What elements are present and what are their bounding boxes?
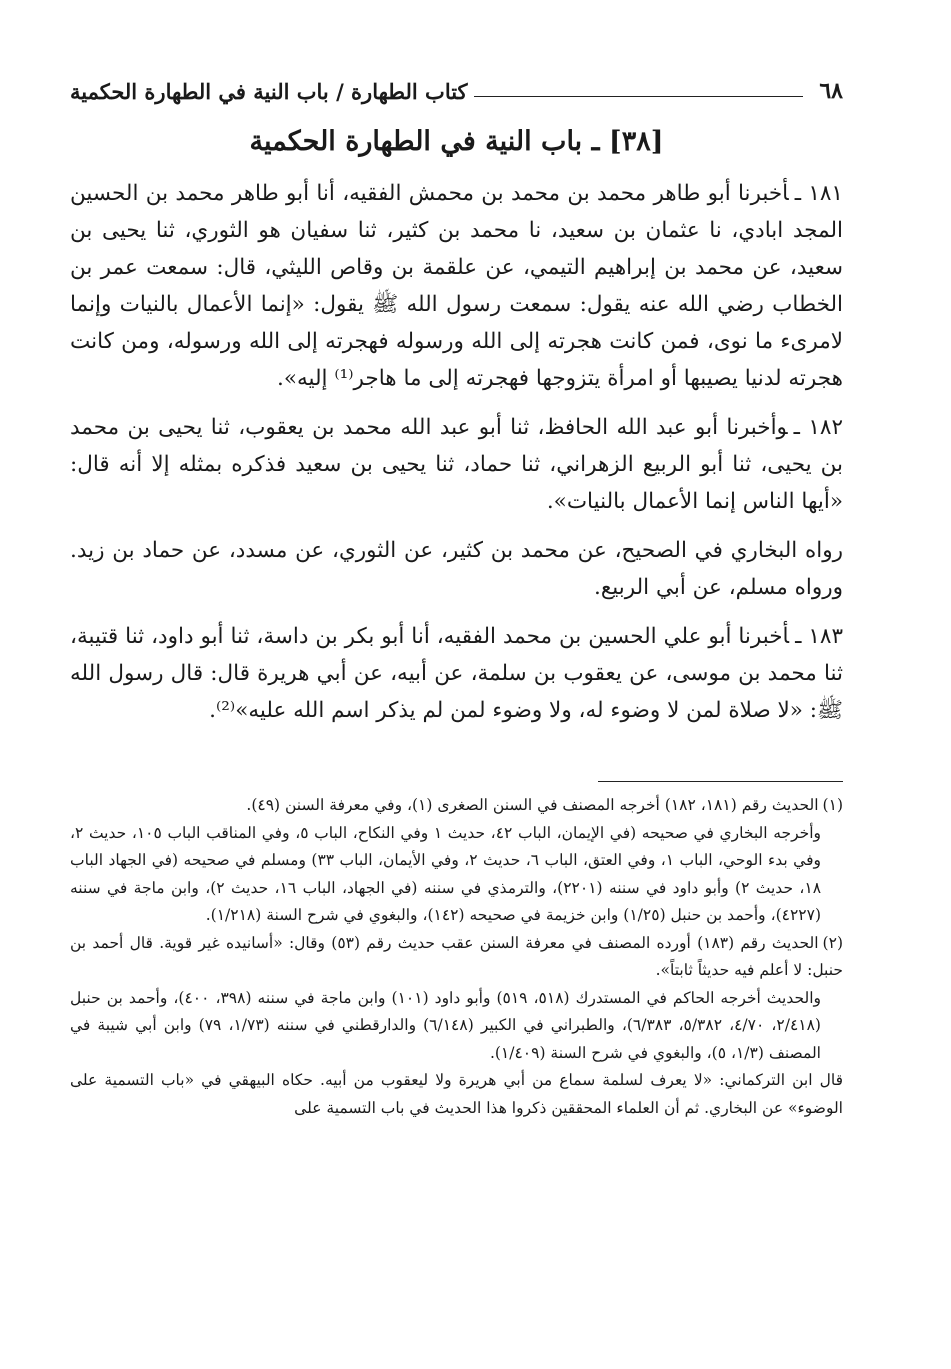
- hadith-number: ١٨٢ ـ: [793, 415, 843, 440]
- header-rule: [474, 96, 804, 97]
- page-number: ٦٨: [819, 78, 843, 104]
- running-title: كتاب الطهارة / باب النية في الطهارة الحكمية: [70, 78, 468, 104]
- chapter-title: [٣٨] ـ باب النية في الطهارة الحكمية: [249, 126, 664, 157]
- narration-text: رواه البخاري في الصحيح، عن محمد بن كثير، عن الثوري، عن مسدد، عن حماد بن زيد. ورواه مسلم، عن أبي الربيع.: [70, 538, 843, 600]
- footnote-lead: الحديث رقم (١٨١، ١٨٢) أخرجه المصنف في السنن الصغرى (١)، وفي معرفة السنن (٤٩).: [246, 796, 819, 814]
- footnote-separator: [598, 781, 843, 782]
- footnote-1: [70, 792, 843, 930]
- hadith-entry-181: [70, 175, 843, 397]
- footnote-2-continuation: [70, 1067, 843, 1122]
- footnote-2: [70, 930, 843, 1068]
- footnote-lead: الحديث رقم (١٨٣) أورده المصنف في معرفة السنن عقب حديث رقم (٥٣) وقال: «أسانيده غير قوية. قال أحمد بن حنبل: لا أعلم فيه حديثاً ثابتاً».: [70, 933, 843, 979]
- footnote-mark: (١): [822, 796, 843, 814]
- footnote-body: وأخرجه البخاري في صحيحه (في الإيمان، الباب ٤٢، حديث ١ وفي النكاح، الباب ٥، وفي المناقب الباب ١٠٥، حديث ٢، وفي بدء الوحي، الباب ١، وفي العتق، الباب ٦، حديث ٢، وفي الأيمان، الباب ٣٣) ومسلم في صحيحه (في الجهاد الباب ١٨، حديث ٢) وأبو داود في سننه (٢٢٠١)، والترمذي في سننه (في الجهاد، الباب ١٦، حديث ٢)، وابن ماجة في سننه (٤٢٢٧)، وأحمد بن حنبل (١/٢٥) وابن خزيمة في صحيحه (١٤٢)، والبغوي في شرح السنة (١/٢١٨).: [70, 823, 822, 924]
- running-header: [70, 70, 843, 112]
- hadith-text: أخبرنا أبو علي الحسين بن محمد الفقيه، أنا أبو بكر بن داسة، ثنا أبو داود، ثنا قتيبة، ثنا محمد بن موسى، عن يعقوب بن سلمة، عن أبيه، عن أبي هريرة قال: قال رسول الله ﷺ: «لا صلاة لمن لا وضوء له، ولا وضوء لمن لم يذكر اسم الله عليه»⁽²⁾.: [70, 624, 843, 723]
- footnote-mark: (٢): [822, 933, 843, 952]
- book-page: [70, 70, 843, 1349]
- hadith-text: أخبرنا أبو طاهر محمد بن محمد بن محمش الفقيه، أنا أبو طاهر محمد بن الحسين المجد ابادي، نا عثمان بن سعيد، نا محمد بن كثير، ثنا سفيان هو الثوري، ثنا يحيى بن سعيد، عن محمد بن إبراهيم التيمي، عن علقمة بن وقاص الليثي، قال: سمعت عمر بن الخطاب رضي الله عنه يقول: سمعت رسول الله ﷺ يقول: «إنما الأعمال بالنيات وإنما لامرىء ما نوى، فمن كانت هجرته إلى الله ورسوله فهجرته إلى الله ورسوله، ومن كانت هجرته لدنيا يصيبها أو امرأة يتزوجها فهجرته إلى ما هاجر⁽¹⁾ إليه».: [70, 181, 843, 391]
- narration-note: [70, 532, 843, 606]
- footnote-body: والحديث أخرجه الحاكم في المستدرك (٥١٨، ٥١٩) وأبو داود (١٠١) وابن ماجة في سننه (٣٩٨، ٤٠٠)، وأحمد بن حنبل (٢/٤١٨، ٤/٧٠، ٥/٣٨٢، ٦/٣٨٣)، والطبراني في الكبير (٦/١٤٨) والدارقطني في سننه (١/٧٣، ٧٩) وابن أبي شيبة في المصنف (١/٣، ٥)، والبغوي في شرح السنة (١/٤٠٩).: [70, 988, 821, 1062]
- hadith-entry-183: [70, 618, 843, 729]
- hadith-number: ١٨١ ـ: [794, 181, 843, 206]
- hadith-entry-182: [70, 409, 843, 520]
- footnote-text: قال ابن التركماني: «لا يعرف لسلمة سماع من أبي هريرة ولا ليعقوب من أبيه. حكاه البيهقي في «باب التسمية على الوضوء» عن البخاري. ثم أن العلماء المحققين ذكروا هذا الحديث في باب التسمية على: [70, 1071, 843, 1117]
- hadith-number: ١٨٣ ـ: [795, 624, 843, 649]
- hadith-text: وأخبرنا أبو عبد الله الحافظ، ثنا أبو عبد الله محمد بن يعقوب، ثنا يحيى بن محمد بن يحيى، ثنا أبو الربيع الزهراني، ثنا حماد، ثنا يحيى بن سعيد فذكره بمثله إلا أنه قال: «أيها الناس إنما الأعمال بالنيات».: [70, 415, 843, 514]
